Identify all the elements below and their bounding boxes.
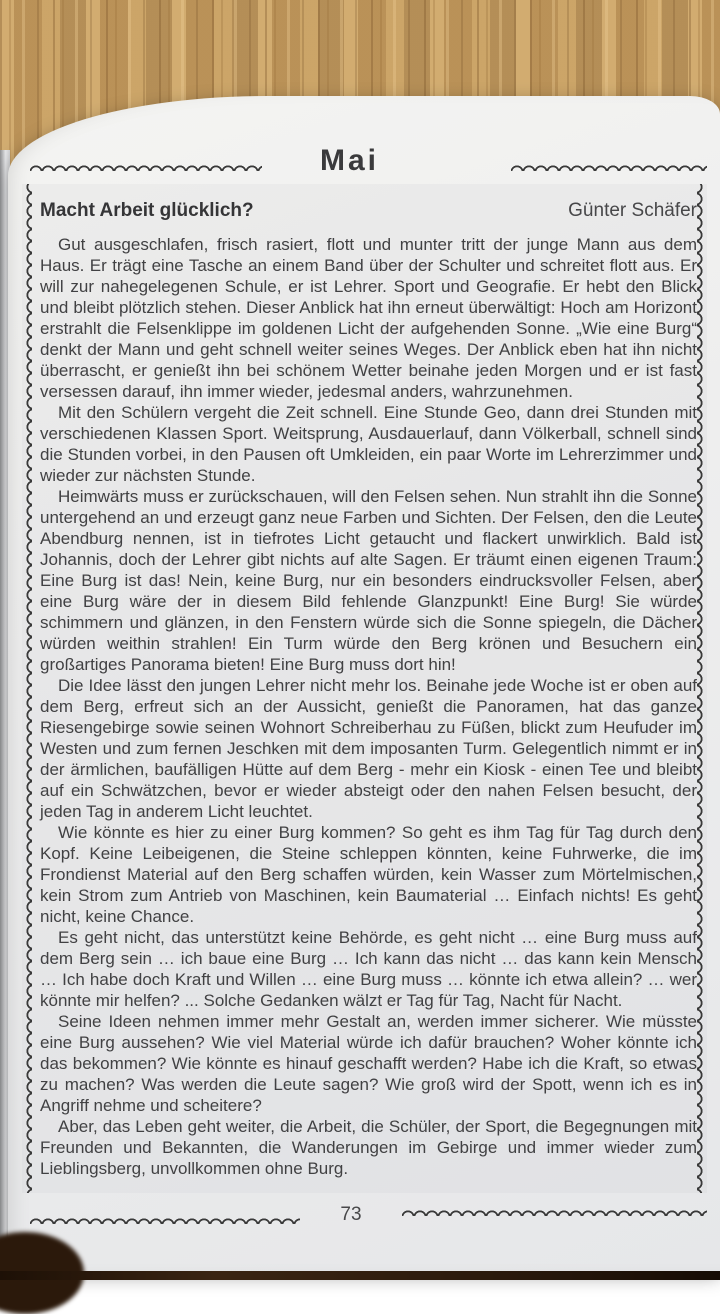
paragraph: Heimwärts muss er zurückschauen, will den Felsen sehen. Nun strahlt ihn die Sonne untergehend an und erzeugt ganz neue Farben und Sichten. Der Felsen, den die Leute Abendburg nennen, ist in tiefrotes Licht getaucht und flackert unwirklich. Bald ist Johannis, doch der Lehrer gibt nichts auf alte Sagen. Er träumt einen eigenen Traum: Eine Burg ist das! Nein, keine Burg, nur ein besonders eindrucksvoller Felsen, aber eine Burg wäre der in diesem Bild fehlende Glanzpunkt! Eine Burg! Sie würde schimmern und glänzen, in den Fenstern würde sich die Sonne spiegeln, die Dächer würden weithin strahlen! Ein Turm würde den Berg krönen und Besuchern ein großartiges Panorama bieten! Eine Burg muss dort hin! xyxy=(40,487,697,674)
article-content xyxy=(22,184,707,1179)
scalloped-frame xyxy=(22,184,707,1193)
desk-edge xyxy=(0,1271,720,1280)
paragraph: Gut ausgeschlafen, frisch rasiert, flott und munter tritt der junge Mann aus dem Haus. Er trägt eine Tasche an einem Band über der Schulter und schreitet flott aus. Er will zur nahegelegenen Schule, er ist Lehrer. Sport und Geografie. Er hebt den Blick und bleibt plötzlich stehen. Dieser Anblick hat ihn erneut überwältigt: Hoch am Horizont erstrahlt die Felsenklippe im goldenen Licht der aufgehenden Sonne. „Wie eine Burg“ denkt der Mann und geht schnell weiter seines Weges. Der Anblick eben hat ihn nicht überrascht, er genießt ihn bei schönem Wetter beinahe jeden Morgen und er ist fast versessen darauf, ihn immer wieder, jedesmal anders, wahrzunehmen. xyxy=(40,235,697,401)
squiggle-divider-right xyxy=(511,161,707,171)
article-title: Macht Arbeit glücklich? xyxy=(40,200,254,221)
article-heading-row xyxy=(40,200,697,222)
paragraph: Es geht nicht, das unterstützt keine Behörde, es geht nicht … eine Burg muss auf dem Berg sein … ich baue eine Burg … Ich kann das nicht … das kann kein Mensch … Ich habe doch Kraft und Willen … eine Burg muss … könnte ich etwa allein? … wer könnte mir helfen? ... Solche Gedanken wälzt er Tag für Tag, Nacht für Nacht. xyxy=(40,928,697,1010)
footer-squiggle-left xyxy=(30,1214,300,1224)
article-author: Günter Schäfer xyxy=(568,200,697,221)
paragraph: Seine Ideen nehmen immer mehr Gestalt an, werden immer sicherer. Wie müsste eine Burg aussehen? Wie viel Material würde ich dafür brauchen? Woher könnte ich das bekommen? Wie könnte es hinauf geschafft werden? Habe ich die Kraft, so etwas zu machen? Was werden die Leute sagen? Wie groß wird der Spott, wenn ich es in Angriff nehme und scheitere? xyxy=(40,1012,697,1115)
paragraph: Die Idee lässt den jungen Lehrer nicht mehr los. Beinahe jede Woche ist er oben auf dem Berg, erfreut sich an der Aussicht, genießt die Panoramen, hat das ganze Riesengebirge sowie seinen Wohnort Schreiberhau zu Füßen, blickt zum Heufuder im Westen und zum fernen Jeschken mit dem imposanten Turm. Gelegentlich nimmt er in der ärmlichen, baufälligen Hütte auf dem Berg - mehr ein Kiosk - einen Tee und bleibt auf ein Schwätzchen, bevor er wieder absteigt oder den nahen Felsen besucht, der jeden Tag in anderem Licht leuchtet. xyxy=(40,676,697,821)
frame-border-left xyxy=(22,184,32,1193)
page-number: 73 xyxy=(340,1204,362,1225)
page-footer-row xyxy=(30,1203,707,1227)
squiggle-divider-left xyxy=(30,161,262,171)
month-title: Mai xyxy=(320,144,380,177)
paragraph: Wie könnte es hier zu einer Burg kommen? So geht es ihm Tag für Tag durch den Kopf. Keine Leibeigenen, die Steine schleppen könnten, keine Fuhrwerke, die im Frondienst Material auf den Berg schaffen würden, kein Wasser zum Mörtelmischen, kein Strom zum Antrieb von Maschinen, kein Baumaterial … Einfach nichts! Es geht nicht, keine Chance. xyxy=(40,823,697,926)
paragraph: Mit den Schülern vergeht die Zeit schnell. Eine Stunde Geo, dann drei Stunden mit verschiedenen Klassen Sport. Weitsprung, Ausdauerlauf, dann Völkerball, schnell sind die Stunden vorbei, in den Pausen oft Umkleiden, ein paar Worte im Lehrerzimmer und wieder zur nächsten Stunde. xyxy=(40,403,697,485)
footer-squiggle-right xyxy=(402,1206,707,1216)
month-header-row xyxy=(30,144,707,178)
book-page xyxy=(8,96,720,1271)
paragraph: Aber, das Leben geht weiter, die Arbeit, die Schüler, der Sport, die Begegnungen mit Freunden und Bekannten, die Wanderungen im Gebirge und immer wieder zum Lieblingsberg, unvollkommen ohne Burg. xyxy=(40,1117,697,1178)
frame-border-right xyxy=(697,184,707,1193)
